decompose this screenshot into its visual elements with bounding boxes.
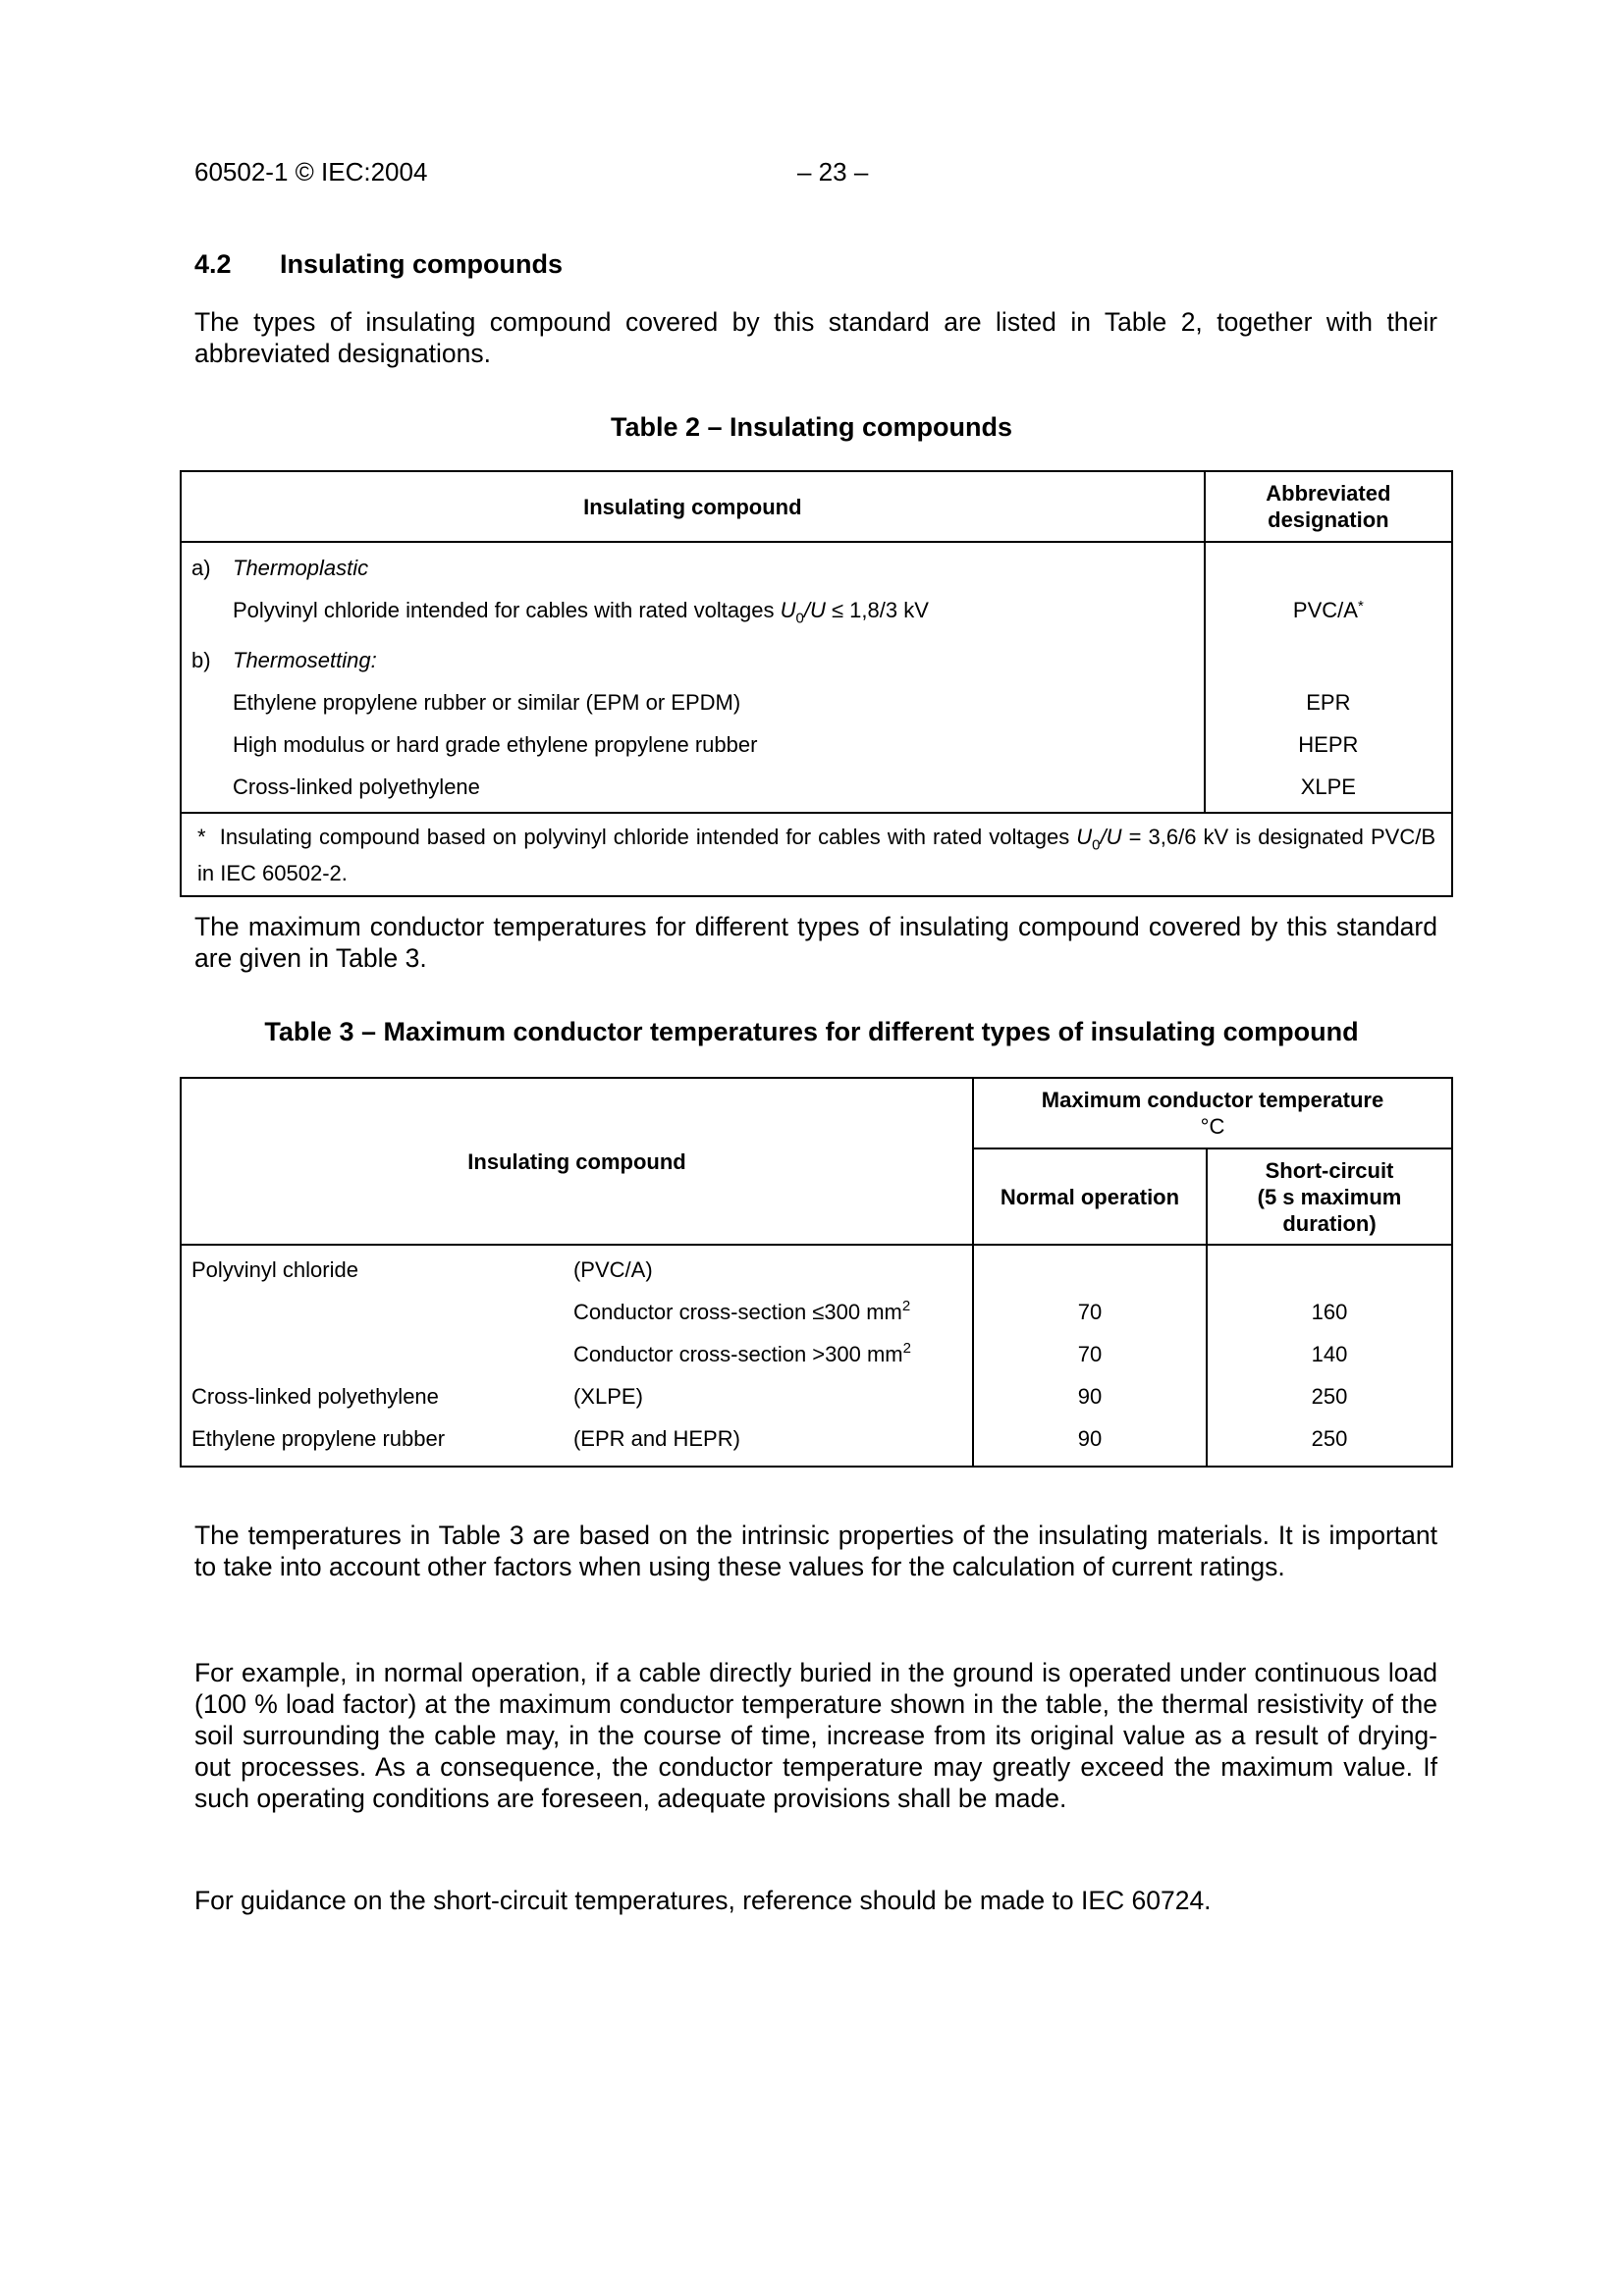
short-circuit-temp: 250 [1311,1384,1348,1409]
table3-header-compound: Insulating compound [181,1078,973,1245]
compound-detail: Conductor cross-section ≤300 mm [572,1300,902,1324]
group-label: Thermoplastic [233,556,369,580]
table-row [181,589,1452,639]
document-reference: 60502-1 © IEC:2004 [194,157,428,187]
header-line: (5 s maximum [1257,1184,1402,1209]
example-paragraph: For example, in normal operation, if a cable directly buried in the ground is operated under continuous load (100 % load factor) at the maximum conductor temperature shown in the table, the thermal resistivity of the soil surrounding the cable may, in the course of time, increase from its original value as a result of drying-out processes. As a consequence, the conductor temperature may greatly exceed the maximum value. If such operating conditions are foreseen, adequate provisions shall be made. [194,1658,1437,1813]
table-row [181,1333,1452,1375]
header-line: Short-circuit [1265,1157,1394,1183]
table-row [181,1417,1452,1467]
footnote-mark: * [1357,598,1364,614]
table-insulating-compounds [180,470,1453,897]
abbreviation: PVC/A [1292,598,1358,622]
header-line: designation [1268,507,1389,532]
table2-group-row [181,542,1452,589]
table2-header-row [181,471,1452,542]
guidance-paragraph: For guidance on the short-circuit temperatures, reference should be made to IEC 60724. [194,1886,1212,1915]
row-text: ≤ 1,8/3 kV [825,598,929,622]
group-letter: a) [191,556,211,580]
compound-detail: (EPR and HEPR) [572,1426,740,1451]
table3-header-max-temp [973,1078,1452,1148]
compound-name: Cross-linked polyethylene [233,774,480,800]
page-header [194,157,869,187]
intro-paragraph: The types of insulating compound covered by this standard are listed in Table 2, together with their abbreviated designations. [194,307,1437,368]
table-row [181,1375,1452,1417]
abbreviation: EPR [1306,690,1351,716]
table2-footnote [181,813,1452,895]
header-line: duration) [1282,1210,1377,1236]
table3-caption: Table 3 – Maximum conductor temperatures for different types of insulating compound [264,1017,1359,1046]
compound-name: Polyvinyl chloride [191,1257,358,1282]
subscript: 0 [1092,836,1101,854]
symbol-u: U [780,598,796,622]
row-text: Polyvinyl chloride intended for cables with rated voltages [233,598,781,622]
normal-temp: 70 [973,1291,1207,1333]
compound-name: Ethylene propylene rubber [191,1426,446,1451]
intrinsic-paragraph: The temperatures in Table 3 are based on the intrinsic properties of the insulating materials. It is important to take into account other factors when using these values for the calculation of current ratings. [194,1521,1437,1581]
section-number: 4.2 [194,249,232,279]
header-line: Abbreviated [1266,481,1391,506]
compound-name: Cross-linked polyethylene [191,1384,439,1409]
table3-header-row [181,1078,1452,1148]
abbreviation: XLPE [1300,774,1356,800]
normal-temp: 90 [973,1417,1207,1467]
short-circuit-temp: 160 [1311,1300,1348,1324]
section-title: Insulating compounds [280,249,563,279]
table-row [181,766,1452,813]
abbreviation: HEPR [1298,732,1359,758]
table-row [181,1291,1452,1333]
table2-header-abbreviation [1205,471,1452,542]
superscript: 2 [902,1340,911,1357]
table-row [181,723,1452,766]
unit-label: °C [1200,1114,1225,1139]
short-circuit-temp [1207,1245,1452,1291]
footnote-text: Insulating compound based on polyvinyl chloride intended for cables with rated voltages [219,825,1077,850]
normal-temp [973,1245,1207,1291]
table-row [181,1245,1452,1291]
table3-intro-paragraph: The maximum conductor temperatures for different types of insulating compound covered by this standard are given in Table 3. [194,912,1437,973]
compound-detail: Conductor cross-section >300 mm [572,1342,903,1366]
footnote-text: = 3,6/6 kV is designated PVC/B in IEC 60502-2. [197,825,1435,885]
normal-temp: 90 [973,1375,1207,1417]
subscript: 0 [795,610,804,627]
superscript: 2 [901,1298,911,1314]
symbol-u: /U [1100,825,1122,850]
footnote-mark: * [197,825,206,850]
table-max-conductor-temperatures [180,1077,1453,1468]
table2-caption: Table 2 – Insulating compounds [610,412,1013,442]
table3-header-normal: Normal operation [973,1148,1207,1245]
table2-header-compound: Insulating compound [181,471,1205,542]
compound-detail: (PVC/A) [572,1257,653,1282]
symbol-u: U [1076,825,1093,850]
section-heading [194,249,563,280]
group-label: Thermosetting: [233,648,377,673]
table2-group-row [181,639,1452,681]
short-circuit-temp: 140 [1311,1342,1348,1366]
compound-name [181,1333,573,1375]
header-line: Maximum conductor temperature [1041,1088,1384,1112]
compound-detail: (XLPE) [572,1384,643,1409]
compound-name [181,1291,573,1333]
table-row [181,681,1452,723]
symbol-u: /U [803,598,826,622]
compound-name: High modulus or hard grade ethylene propylene rubber [233,732,758,758]
page-number: – 23 – [797,157,869,187]
table3-header-short-circuit [1207,1148,1452,1245]
short-circuit-temp: 250 [1311,1426,1348,1451]
normal-temp: 70 [973,1333,1207,1375]
group-letter: b) [191,648,211,673]
compound-name: Ethylene propylene rubber or similar (EPM or EPDM) [233,690,741,716]
